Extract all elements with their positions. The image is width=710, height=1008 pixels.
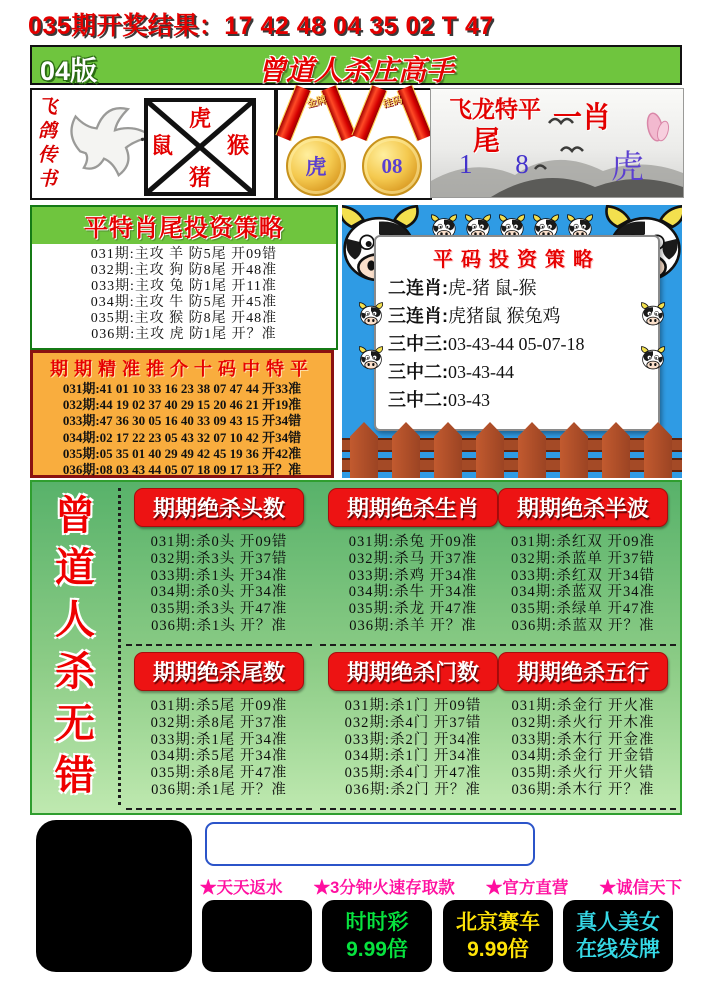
code-row: 035期:05 35 01 40 29 49 42 45 19 36 开42准 <box>62 445 302 461</box>
envelope-zodiac-top: 虎 <box>188 106 212 131</box>
feature-list <box>200 874 682 898</box>
killer-row: 035期:杀3头 开47准 <box>150 601 288 618</box>
killer-row: 036期:杀1尾 开？准 <box>151 781 287 798</box>
promo-line: 9.99倍 <box>467 937 529 961</box>
killer-panel-title: 期期绝杀门数 <box>328 652 498 691</box>
killer-panel-title: 期期绝杀生肖 <box>328 488 498 527</box>
fence-picket <box>518 422 546 478</box>
killer-row: 034期:杀5尾 开34准 <box>150 748 288 765</box>
envelope-zodiac-left: 鼠 <box>151 133 174 159</box>
killer-panel-halfwave <box>490 486 676 646</box>
feature-item: ★3分钟火速存取款 <box>313 879 455 897</box>
medal-face-value: 虎 <box>305 155 327 179</box>
pingma-line-label: 三中二: <box>388 390 448 410</box>
promo-box-live-dealer[interactable] <box>563 900 673 972</box>
killer-panel-rows <box>320 534 506 635</box>
fence-picket <box>644 422 672 478</box>
pingtexiao-title: 平特肖尾投资策略 <box>84 215 284 242</box>
medal-ribbon-label: 金牌 <box>305 94 328 111</box>
killer-row: 031期:杀1门 开09错 <box>344 698 482 714</box>
killer-panel-rows <box>320 698 506 799</box>
killer-row: 032期:杀8尾 开37准 <box>150 714 288 731</box>
killer-section <box>30 480 682 815</box>
killer-panel-title: 期期绝杀五行 <box>498 652 668 691</box>
medals-cell <box>276 88 432 200</box>
killer-row: 033期:杀鸡 开34准 <box>348 567 478 584</box>
strategy-row: 031期:主攻 羊 防5尾 开09错 <box>90 247 278 262</box>
promo-box-beijing-racing[interactable] <box>443 900 553 972</box>
cow-icon <box>358 301 384 327</box>
killer-row: 035期:杀龙 开47准 <box>348 601 478 618</box>
ten-codes-panel <box>30 350 334 478</box>
killer-row: 036期:杀1头 开？准 <box>151 617 287 634</box>
killer-panel-heads <box>126 486 312 646</box>
fence-graphic <box>342 422 682 478</box>
pingtexiao-panel <box>30 205 338 350</box>
pingma-line-label: 三中三: <box>388 334 448 354</box>
cow-icon <box>640 345 666 371</box>
killer-row: 033期:杀2门 开34准 <box>344 731 482 748</box>
pingtexiao-rows <box>32 244 336 343</box>
killer-row: 031期:杀红双 开09准 <box>511 534 655 550</box>
strategy-row: 034期:主攻 牛 防5尾 开45准 <box>90 295 278 310</box>
killer-panel-rows <box>490 534 676 635</box>
pingma-line-label: 二连肖: <box>388 278 448 298</box>
pingtexiao-header <box>32 207 336 244</box>
strategy-row: 035期:主攻 猴 防8尾 开48准 <box>90 311 278 326</box>
killer-row: 033期:杀1尾 开34准 <box>150 731 288 748</box>
dragon-zodiac-value: 虎 <box>611 150 644 186</box>
killer-panel-elements <box>490 650 676 810</box>
envelope-zodiac-bottom: 猪 <box>188 165 212 190</box>
pingma-line <box>388 360 658 384</box>
killer-panel-zodiac <box>320 486 506 646</box>
pingma-line-value: 03-43 <box>448 390 490 410</box>
killer-row: 034期:杀牛 开34准 <box>348 584 478 601</box>
code-row: 036期:08 03 43 44 05 07 18 09 17 13 开？准 <box>62 462 302 478</box>
killer-row: 034期:杀金行 开金错 <box>511 748 655 765</box>
medal-icon <box>362 136 422 196</box>
killer-row: 032期:杀3头 开37错 <box>150 550 288 567</box>
dragon-title-sub: 一肖 <box>553 102 612 134</box>
killer-row: 031期:杀兔 开09准 <box>348 534 478 550</box>
killer-panel-tails <box>126 650 312 810</box>
pingma-line-label: 三中二: <box>388 362 448 382</box>
medal-ribbon-label: 挂码 <box>381 94 404 111</box>
promo-box-blank[interactable] <box>202 900 312 972</box>
title-banner <box>30 45 682 85</box>
killer-row: 034期:杀1门 开34准 <box>344 748 482 765</box>
killer-row: 031期:杀金行 开火准 <box>511 698 655 714</box>
fence-picket <box>602 422 630 478</box>
pingma-line <box>388 276 658 300</box>
killer-row: 036期:杀羊 开？准 <box>349 617 477 634</box>
killer-row: 033期:杀红双 开34错 <box>511 567 655 584</box>
pingma-board <box>374 235 660 431</box>
killer-row: 033期:杀1头 开34准 <box>150 567 288 584</box>
killer-row: 031期:杀0头 开09错 <box>150 534 288 550</box>
strategy-row: 032期:主攻 狗 防8尾 开48准 <box>90 263 278 278</box>
code-row: 032期:44 19 02 37 40 29 15 20 46 21 开19准 <box>62 397 302 413</box>
footer-ad-box[interactable] <box>36 820 192 972</box>
code-row: 033期:47 36 30 05 16 40 33 09 43 15 开34错 <box>62 413 302 429</box>
killer-row: 036期:杀2门 开？准 <box>345 781 481 798</box>
promo-line: 在线发牌 <box>576 937 660 961</box>
medal-face-value: 08 <box>381 153 403 178</box>
killer-row: 036期:杀木行 开？准 <box>511 781 655 798</box>
dragon-title-main: 飞龙特平 <box>449 97 541 122</box>
draw-result-line: 035期开奖结果：17 42 48 04 35 02 T 47 <box>28 12 494 40</box>
feature-item: ★天天返水 <box>200 879 283 897</box>
killer-panel-rows <box>490 698 676 799</box>
cow-icon <box>358 345 384 371</box>
killer-panel-title: 期期绝杀头数 <box>134 488 304 527</box>
promo-line: 北京赛车 <box>456 910 540 934</box>
killer-panel-title: 期期绝杀半波 <box>498 488 668 527</box>
fence-picket <box>560 422 588 478</box>
killer-row: 032期:杀蓝单 开37错 <box>511 550 655 567</box>
edition-label: 04版 <box>40 56 98 86</box>
code-row: 031期:41 01 10 33 16 23 38 07 47 44 开33准 <box>62 381 302 396</box>
killer-panel-gates <box>320 650 506 810</box>
killer-row: 035期:杀8尾 开47准 <box>150 765 288 782</box>
envelope-icon <box>144 98 256 196</box>
feature-item: ★官方直营 <box>485 879 569 897</box>
gold-medal-zodiac <box>281 90 351 198</box>
killer-panel-title: 期期绝杀尾数 <box>134 652 304 691</box>
pigeon-letter-label: 飞鸽传书 <box>38 97 58 190</box>
fence-picket <box>392 422 420 478</box>
pingma-lines <box>376 276 658 412</box>
pingma-line <box>388 388 658 412</box>
killer-row: 034期:杀0头 开34准 <box>150 584 288 601</box>
pingma-line-value: 03-43-44 <box>448 362 514 382</box>
ten-codes-title: 期期精准推介十码中特平 <box>50 359 314 379</box>
pingma-line-value: 虎猪鼠 猴兔鸡 <box>448 306 561 326</box>
dotted-divider <box>118 488 121 805</box>
killer-row: 035期:杀4门 开47准 <box>344 765 482 782</box>
dragon-tip-cell <box>430 88 684 198</box>
promo-line: 时时彩 <box>345 910 409 934</box>
pigeon-letter-cell <box>30 88 276 200</box>
pingma-line-value: 03-43-44 05-07-18 <box>448 334 585 354</box>
fence-picket <box>434 422 462 478</box>
killer-row: 031期:杀5尾 开09准 <box>150 698 288 714</box>
killer-row: 036期:杀蓝双 开？准 <box>511 617 655 634</box>
promo-box-shishicai[interactable] <box>322 900 432 972</box>
strategy-row: 036期:主攻 虎 防1尾 开？准 <box>91 327 277 342</box>
fence-picket <box>350 422 378 478</box>
killer-row: 032期:杀4门 开37错 <box>344 714 482 731</box>
promo-line: 真人美女 <box>576 910 660 934</box>
pingma-line-value: 虎-猪 鼠-猴 <box>448 278 537 298</box>
killer-row: 032期:杀马 开37准 <box>348 550 478 567</box>
killer-panel-rows <box>126 534 312 635</box>
feature-item: ★诚信天下 <box>599 879 682 897</box>
footer-banner-box[interactable] <box>205 822 535 866</box>
pingma-line-label: 三连肖: <box>388 306 448 326</box>
killer-row: 035期:杀火行 开火错 <box>511 765 655 782</box>
killer-row: 034期:杀蓝双 开34准 <box>511 584 655 601</box>
pingma-line <box>388 304 658 328</box>
fence-picket <box>476 422 504 478</box>
ten-codes-rows <box>33 381 331 478</box>
pingma-line <box>388 332 658 356</box>
code-row: 034期:02 17 22 23 05 43 32 07 10 42 开34错 <box>62 429 302 445</box>
dragon-tail-label: 尾 <box>473 126 500 156</box>
medal-icon <box>286 136 346 196</box>
pingma-title: 平码投资策略 <box>433 249 601 271</box>
killer-row: 033期:杀木行 开金准 <box>511 731 655 748</box>
envelope-zodiac-right: 猴 <box>226 133 249 159</box>
killer-row: 032期:杀火行 开木准 <box>511 714 655 731</box>
killer-side-title: 曾道人杀无错 <box>55 494 95 798</box>
killer-row: 035期:杀绿单 开47准 <box>511 601 655 618</box>
pingma-panel <box>342 205 682 478</box>
dragon-tail-numbers: 1 8 <box>459 149 547 179</box>
strategy-row: 033期:主攻 兔 防1尾 开11准 <box>91 279 277 294</box>
page-title: 曾道人杀庄高手 <box>257 56 454 87</box>
killer-panel-rows <box>126 698 312 799</box>
cow-icon <box>640 301 666 327</box>
promo-line: 9.99倍 <box>346 937 408 961</box>
gold-medal-number <box>357 90 427 198</box>
